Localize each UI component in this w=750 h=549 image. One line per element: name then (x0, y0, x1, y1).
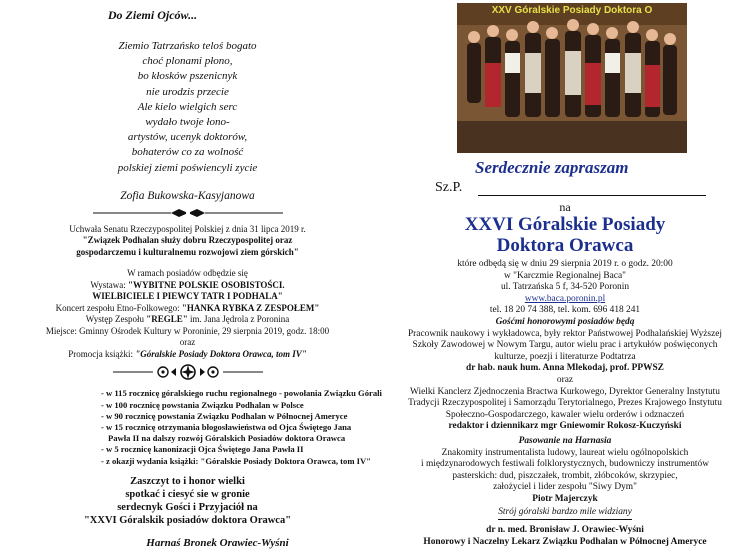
performance-line (0, 314, 375, 326)
closing-line: serdecnyk Gości i Przyjaciół na (117, 501, 258, 513)
address-line: ul. Tatrzańska 5 f, 34-520 Poronin (500, 282, 630, 293)
senate-quote-1: "Związek Podhalan służy dobru Rzeczypospolitej oraz (82, 235, 293, 246)
list-item: Pawła II na dalszy rozwój Góralskich Posiadów doktora Orawca (108, 433, 346, 444)
poem-line: Ale kielo wielgich serc (137, 100, 238, 113)
exhibit-title-2: WIELBICIELE I PIEWCY TATR I PODHALA" (92, 291, 283, 302)
harnas-name: Piotr Majerczyk (532, 493, 598, 504)
addressee-line (478, 195, 706, 196)
poem-line: Ziemio Tatrzańsko teloś bogato (118, 40, 257, 52)
closing-line: "XXVI Góralskik posiadów doktora Orawca" (83, 514, 292, 526)
guest2-line: Wielki Kanclerz Zjednoczenia Bractwa Kurkowego, Dyrektor Generalny Instytutu (410, 386, 720, 397)
harnas-line: założyciel i lider zespołu "Siwy Dym" (493, 482, 637, 493)
performance-rest: im. Jana Jędrola z Poronina (187, 314, 290, 325)
phone-line: tel. 18 20 74 388, tel. kom. 696 418 241 (489, 305, 641, 316)
list-item: - w 100 rocznicę powstania Związku Podhalan w Polsce (101, 399, 304, 410)
invite-heading: Serdecznie zapraszam (475, 158, 629, 177)
addressee-label: Sz.P. (435, 180, 463, 195)
oraz-left: oraz (179, 337, 196, 348)
harnas-heading: Pasowanie na Harnasia (518, 435, 612, 446)
group-photo (457, 3, 687, 153)
program-intro: W ramach posiadów odbędzie się (127, 268, 248, 279)
closing-text (0, 475, 375, 527)
list-item: - w 5 rocznicę kanonizacji Ojca Świętego Jana Pawła II (101, 444, 304, 455)
poem (0, 39, 375, 176)
guests-heading: Gośćmi honorowymi posiadów będą (495, 316, 635, 327)
exhibit-line (0, 280, 375, 292)
group-photo-image (457, 3, 687, 153)
ornament-divider-icon (93, 208, 283, 218)
venue-line: Miejsce: Gminny Ośrodek Kultury w Poroninie, 29 sierpnia 2019, godz. 18:00 (45, 325, 330, 336)
folk-ornament-icon (113, 364, 263, 380)
exhibit-title-1: "WYBITNE POLSKIE OSOBISTOŚCI. (128, 279, 285, 290)
list-item: - z okazji wydania książki: "Góralskie Posiady Doktora Orawca, tom IV" (101, 455, 371, 466)
exhibit-label: Wystawa: (90, 279, 129, 290)
concert-title: "HANKA RYBKA Z ZESPOŁEM" (181, 302, 320, 313)
book-title: "Góralskie Posiady Doktora Orawca, tom IV" (135, 348, 307, 359)
concert-label: Koncert zespołu Etno-Folkowego: (55, 302, 182, 313)
poem-title: Do Ziemi Ojców... (107, 8, 198, 22)
guest2-line: Tradycji Rzeczypospolitej i Samorządu Terytorialnego, Prezes Krajowego Instytutu (408, 398, 722, 409)
harnas-line: Znakomity instrumentalista ludowy, laureat wielu ogólnopolskich (441, 447, 689, 458)
book-line (0, 349, 375, 361)
host-title: Honorowy i Naczelny Lekarz Związku Podhalan w Północnej Ameryce (423, 536, 707, 547)
na-text: na (559, 200, 571, 214)
harnas-line: i międzynarodowych festiwali folklorystycznych, budowniczy instrumentów (421, 459, 709, 470)
guest1-name: dr hab. nauk hum. Anna Mlekodaj, prof. PPWSZ (466, 363, 664, 374)
website-link[interactable]: www.baca.poronin.pl (524, 293, 606, 304)
guest1-line: Szkoły Zawodowej w Nowym Targu, autor wielu prac i artykułów poświęconych (412, 340, 718, 351)
guest2-line: Społeczno-Gospodarczego, kawaler wielu orderów i odznaczeń (445, 409, 685, 420)
anniversary-list (101, 388, 382, 466)
event-details (380, 259, 750, 548)
book-label: Promocja książki: (68, 348, 136, 359)
place-line: w "Karczmie Regionalnej Baca" (504, 270, 626, 281)
event-title-line-2: Doktora Orawca (496, 235, 634, 256)
poem-line: bo kłosków pszenicnyk (137, 70, 238, 83)
poem-line: bohaterów co za wolność (131, 146, 244, 159)
guest1-line: kulturze, poezji i literaturze Podtatrza (494, 351, 636, 362)
poem-line: wydało twoje łono- (145, 116, 230, 129)
concert-line (0, 303, 375, 315)
poem-line: artystów, ucenyk doktorów, (127, 131, 248, 144)
list-item: - w 90 rocznicę powstania Związku Podhalan w Północnej Ameryce (101, 410, 348, 421)
performance-label: Występ Zespołu (85, 314, 147, 325)
dress-code: Strój góralski bardzo mile widziany (498, 507, 632, 520)
right-column (380, 0, 750, 547)
performance-title: "REGLE" (146, 314, 188, 325)
event-title (380, 214, 750, 256)
senate-quote-2: gospodarczemu i kulturalnemu rozwojowi ziem górskich" (76, 246, 299, 257)
poem-line: nie urodzis przecie (146, 85, 229, 98)
photo-banner: XXV Góralskie Posiady Doktora O (491, 5, 653, 16)
oraz-right: oraz (556, 374, 574, 385)
signature: Harnaś Bronek Orawiec-Wyśni (146, 536, 289, 549)
senate-intro: Uchwała Senatu Rzeczypospolitej Polskiej z dnia 31 lipca 2019 r. (69, 223, 306, 234)
poem-line: polskiej ziemi poświencyli zycie (117, 161, 258, 174)
host-name: dr n. med. Bronisław J. Orawiec-Wyśni (486, 525, 644, 536)
closing-line: Zaszczyt to i honor wielki (130, 475, 245, 487)
date-line: które odbędą się w dniu 29 sierpnia 2019 r. o godz. 20:00 (457, 259, 673, 269)
list-item: - w 15 rocznicę otrzymania błogosławieństwa od Ojca Świętego Jana (101, 421, 352, 432)
closing-line: spotkać i ciesyć sie w gronie (125, 488, 250, 500)
poem-author: Zofia Bukowska-Kasyjanowa (120, 189, 255, 202)
guest2-name: redaktor i dziennikarz mgr Gniewomir Rokosz-Kuczyński (448, 421, 682, 432)
harnas-line: pasterskich: dud, piszczałek, trombit, złóbcoków, skrzypiec, (452, 470, 678, 481)
guest1-line: Pracownik naukowy i wykładowca, były rektor Państwowej Podhalańskiej Wyższej (407, 328, 723, 339)
event-title-line-1: XXVI Góralskie Posiady (464, 214, 666, 235)
poem-line: choć plonami płono, (142, 55, 233, 68)
list-item: - w 115 rocznicę góralskiego ruchu regionalnego - powołania Związku Górali (101, 388, 382, 399)
